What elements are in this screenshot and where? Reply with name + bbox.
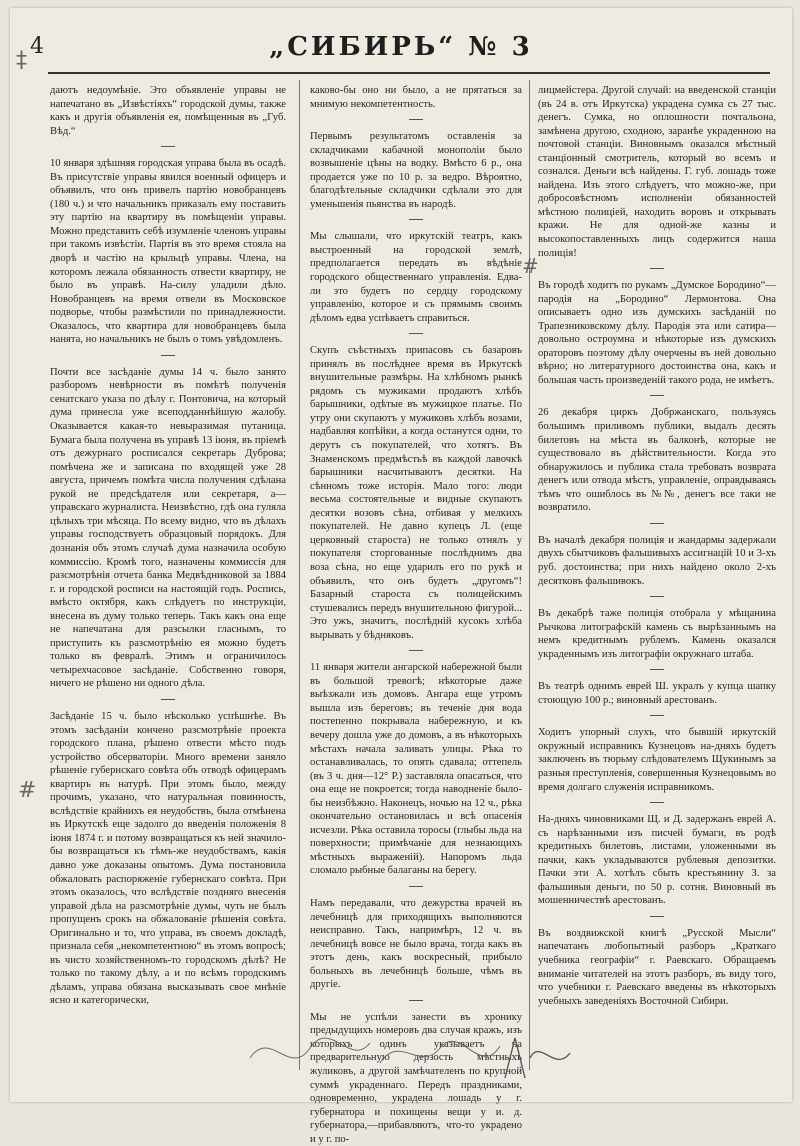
section-separator <box>650 802 664 803</box>
margin-mark: # <box>522 254 539 278</box>
newspaper-page <box>10 8 792 1145</box>
section-separator <box>650 715 664 716</box>
article-paragraph: Первымъ результатомъ оставленія за складчиками кабачной монополіи было возвышеніе цѣны на водку. Вмѣсто 6 р., она продается уже по 10 р. за ведро. Вѣроятно, благодѣтельные складчики сдѣлали это для уменьшенія пьянства въ народѣ. <box>310 131 522 210</box>
article-paragraph: На-дняхъ чиновниками Щ. и Д. задержанъ еврей А. съ нарѣзанными изъ писчей бумаги, въ родѣ кредитныхъ билетовъ, листами, уложенными въ пачки, какъ укладываются рублевыя депозитки. Пачки эти А. хотѣлъ сбыть крестьянину З. за фальшивыя деньги, по 50 р. сотня. Виновный въ мошенничествѣ арестованъ. <box>538 814 776 907</box>
column-divider <box>299 80 300 1070</box>
section-separator <box>161 355 175 356</box>
article-paragraph: Скупъ съѣстныхъ припасовъ съ базаровъ принялъ въ послѣднее время въ Иркутскѣ внушительные размѣры. На хлѣбномъ рынкѣ рядомъ съ мужиками продаютъ хлѣбъ барышники, одѣтые въ мужицкое платье. По утру они скупаютъ у мужиковъ хлѣбъ возами, надбавляя копѣйки, а когда останутся одни, то дерутъ съ покупателей, что хотятъ. Въ Знаменскомъ предмѣстьѣ въ каждой лавочкѣ барышники насчитываютъ десятки. На сѣнномъ тоже исторія. Мало того: люди весьма состоятельные и видные скупаютъ десятки возовъ сѣна, отбивая у мелкихъ покупателей. Не давно купецъ Л. (еще церковный староста) не только отнялъ у покупателя сторгованные послѣднимъ два воза сѣна, но еще ударилъ его по рукѣ и объявилъ, что онъ будетъ „другомъ“! Базарный староста съ полицейскимъ стушевались передъ внушительною фигурой... Это ужъ, значитъ, послѣдній кусокъ хлѣба вырывать у бѣдняковъ. <box>310 345 522 641</box>
header-rule <box>48 72 770 74</box>
section-separator <box>161 146 175 147</box>
section-separator <box>650 596 664 597</box>
article-paragraph: 26 декабря циркъ Добржанскаго, пользуясь большимъ приливомъ публики, выдалъ десять билетовъ на мѣста въ балконѣ, которые не существовало въ дѣйствительности. Когда это обнаружилось и публика стала требовать возврата денегъ или отвода мѣстъ, управленіе, оправдываясь тѣмъ что ошиблось въ №№, денегъ все таки не возвратило. <box>538 407 776 514</box>
section-separator <box>650 669 664 670</box>
section-separator <box>409 650 423 651</box>
handwritten-signature <box>240 1018 580 1098</box>
section-separator <box>650 916 664 917</box>
article-paragraph: каково-бы оно ни было, а не прятаться за мнимую некомпетентность. <box>310 85 522 110</box>
section-separator <box>409 886 423 887</box>
article-paragraph: Въ городѣ ходитъ по рукамъ „Думское Бородино“—пародія на „Бородино“ Лермонтова. Она описываетъ одно изъ думскихъ засѣданій по Трапезниковскому дѣлу. Пародія эта или сатира—довольно остроумна и нѣкоторые изъ думскихъ ораторовъ поэтому дѣлу очерчены въ ней довольно вѣрно; но литературного достоинства она, какъ и большая часть произведеній такого рода, не имѣетъ. <box>538 280 776 386</box>
article-paragraph: Почти все засѣданіе думы 14 ч. было занято разборомъ невѣрности въ помѣтѣ полученія сенатскаго указа по дѣлу г. Понтовича, на который дума принесла уже всеподданнѣйшую жалобу. Оказывается какая-то невыразимая путаница. Бумага была получена въ управѣ 13 іюня, въ пріемѣ отъ дежурнаго росписался секретарь Дуброва; помѣчена же и записана по входящей уже 28 августа, причемъ помѣта числа получения сдѣлана рукой не предсѣдателя или секретаря, а—управскаго журналиста. Неизвѣстно, гдѣ она гуляла цѣлыхъ три мѣсяца. По всему видно, что въ дѣлахъ управы господствуетъ образцовый порядокъ. Для дознанія объ этомъ случаѣ дума назначила особую коммиссію. Кромѣ того, назначены коммиссія для разсмотрѣнія отчета банка Медвѣдниковой за 1884 г. и городской росписи на настоящій годъ. Роспись, вмѣсто октября, какъ слѣдуетъ по инструкціи, внесена въ думу только теперь. Такъ какъ она еще не напечатана для разсылки гласнымъ, то приступить къ разсмотрѣнію ея можно будетъ только въ февралѣ. Этимъ и ограничилось четырехчасовое засѣданіе. Собственно говоря, ничего не рѣшено ни одного дѣла. <box>50 366 286 690</box>
article-paragraph: лицмейстера. Другой случай: на введенской станціи (въ 24 в. отъ Иркутска) украдена сумка съ 27 тыс. денегъ. Сумка, но оплошности почтальона, замѣнена другою, сходною, заранѣе украденною на почтовой станціи. Виновнымъ оказался мѣстный станціонный смотритель, который во всемъ и сознался. Деньги всѣ найдены. Г. губ. лошадь тоже найдена. Изъ этого слѣдуетъ, что можно-же, при добросовѣстномъ исполненіи обязанностей мѣстною полиціей, находить воровъ и открывать кражи. Не для одной-же казны и высокопоставленныхъ лицъ содержится наша полиція! <box>538 85 776 259</box>
section-separator <box>409 333 423 334</box>
article-paragraph: 10 января здѣшняя городская управа была въ осадѣ. Въ присутствіе управы явился военный офицеръ и объявилъ, что онъ привелъ партію новобранцевъ (180 ч.) и что начальникъ приказалъ ему поставить эту партію на квартиру въ помѣщеніи управы. Можно представить себѣ изумленіе членовъ управы при такомъ извѣстіи. Партія въ это время стояла на дворѣ и частію на крыльцѣ управы. Члена, на которомъ лежала обязанность отвести квартиру, не было въ управѣ. На-силу уладили дѣло. Новобранцевъ на время отвели въ Московское подворье, чтобы размѣстили по принадлежности. Оказалось, что квартира для новобранцевъ была нанята, но начальникъ не былъ о томъ увѣдомленъ. <box>50 158 286 346</box>
article-paragraph: Въ воздвижской книгѣ „Русской Мысли“ напечатанъ любопытный разборъ „Краткаго учебника географіи“ г. Раевскаго. Обращаемъ вниманіе читателей на этотъ разборъ, въ виду того, что учебники г. Раевскаго введены въ нѣкоторыхъ учебныхъ заведеніяхъ Восточной Сибири. <box>538 927 776 1007</box>
page-number: 4 <box>30 34 44 59</box>
margin-mark: # <box>18 778 37 803</box>
section-separator <box>409 119 423 120</box>
column-divider <box>529 80 530 1070</box>
column-middle <box>310 84 522 1145</box>
article-paragraph: Въ театрѣ однимъ еврей Ш. укралъ у купца шапку стоющую 100 р.; виновный арестованъ. <box>538 681 776 706</box>
article-paragraph: Мы не успѣли занести въ хронику предыдущихъ номеровъ два случая кражъ, изъ которыхъ одинъ указываетъ на предварительную дерзость мѣстныхъ жуликовъ, а другой замѣчателенъ по крупной суммѣ украденнаго. Передъ праздниками, одновременно, украдена лошадь у г. губернатора и похищены вещи у и. д. губернатора,—прибавляютъ, что-то украдено и у г. по- <box>310 1011 522 1145</box>
section-separator <box>650 395 664 396</box>
article-paragraph: Ходитъ упорный слухъ, что бывшій иркутскій окружный исправникъ Кузнецовъ на-дняхъ будетъ заключенъ въ тюрьму слѣдователемъ Щукинымъ за разныя преступленія, совершенныя Кузнецовымъ во время долгаго служенія исправникомъ. <box>538 727 776 793</box>
section-separator <box>409 1000 423 1001</box>
section-separator <box>409 219 423 220</box>
column-right <box>538 84 776 1074</box>
article-paragraph: Мы слышали, что иркутскій театръ, какъ выстроенный на городской землѣ, предполагается передать въ вѣдѣніе городского общественнаго управленія. Едва-ли это будетъ по сердцу городскому управленію, которое и съ прямымъ своимъ дѣломъ едва успѣваетъ справиться. <box>310 231 522 324</box>
article-paragraph: Въ началѣ декабря полиція и жандармы задержали двухъ сбытчиковъ фальшивыхъ ассигнацій 10 и 3-хъ руб. достоинства; при нихъ найдено около 2-хъ десятковъ фальшивокъ. <box>538 534 776 587</box>
article-paragraph: даютъ недоумѣніе. Это объявленіе управы не напечатано въ „Извѣстіяхъ“ городской думы, также какъ и другія объявленія ея, помѣщенныя въ „Губ. Вѣд.“ <box>50 85 286 137</box>
section-separator <box>650 268 664 269</box>
section-separator <box>650 523 664 524</box>
margin-mark: ‡ <box>16 48 27 73</box>
section-separator <box>161 699 175 700</box>
article-paragraph: Намъ передавали, что дежурства врачей въ лечебницѣ для приходящихъ выполняются неисправно. Такъ, напримѣръ, 12 ч. въ лечебницѣ вовсе не было врача, тогда какъ въ этотъ день, какъ воскресный, прибыло больныхъ въ лечебницѣ больше, чѣмъ въ другіе. <box>310 897 522 991</box>
masthead: „СИБИРЬ“ № 3 <box>269 32 533 62</box>
article-paragraph: Засѣданіе 15 ч. было нѣсколько успѣшнѣе. Въ этомъ засѣданіи кончено разсмотрѣніе проекта городского плана, рѣшено отвести мѣсто подъ устройство обсерваторіи. Много времени заняло рѣшеніе губернскаго совѣта объ отводѣ офицерамъ квартиръ въ натурѣ. При этомъ было, между прочимъ, указано, что натуральная повинность, вслѣдствіе крайнихъ ея неудобствъ, была отмѣнена въ Иркутскѣ еще задолго до введенія положенія 8 іюня 1874 г. и потому возвращаться къ ней значило-бы возвращаться къ тѣмъ-же неудобствамъ, какія давно уже доказаны опытомъ. Дума постановила обжаловать распоряженіе губернскаго совѣта. При этомъ оказалось, что вслѣдствіе поздняго внесенія управой дѣла на разсмотрѣніе думы, чуть не былъ пропущенъ срокъ на обжалованіе рѣшенія совѣта. Оригинально и то, что управа, въ своемъ докладѣ, признала себя „некомпетентною“ въ этомъ вопросѣ; въ чисто хозяйственномъ-то городскомъ дѣлѣ? Не только по такому дѣлу, а и по всѣмъ городскимъ дѣламъ, управа обязана высказывать свое мнѣніе ясно и категорически, <box>50 710 286 1007</box>
article-paragraph: Въ декабрѣ таже полиція отобрала у мѣщанина Рычкова литографскій камень съ вырѣзаннымъ на немъ кредитнымъ рублемъ. Камень оказался украденнымъ изъ литографіи окружнаго штаба. <box>538 608 776 660</box>
article-paragraph: 11 января жители ангарской набережной были въ большой тревогѣ; нѣкоторые даже выѣзжали изъ домовъ. Ангара еще утромъ вышла изъ береговъ; въ теченіе дня вода постепенно покрывала набережную, и къ вечеру дошла уже до домовъ, а въ нѣкоторыхъ мѣстахъ начала заливать улицы. Рѣка то останавливалась, то опять сдавала; оттепель (въ 3 ч. дня—12° Р.) заставляла опасаться, что она еще не покроется; тогда наводненіе было-бы неизбѣжно. Наконецъ, ночью на 12 ч., рѣка окончательно остановилась и всѣ опасенія исчезли. Рѣка оставила торосы (глыбы льда на поверхности; примѣчаніе для незнающихъ мѣстныхъ выраженій). Напоромъ льда сломало рыбные балаганы на берегу. <box>310 662 522 877</box>
column-left <box>50 84 286 1074</box>
